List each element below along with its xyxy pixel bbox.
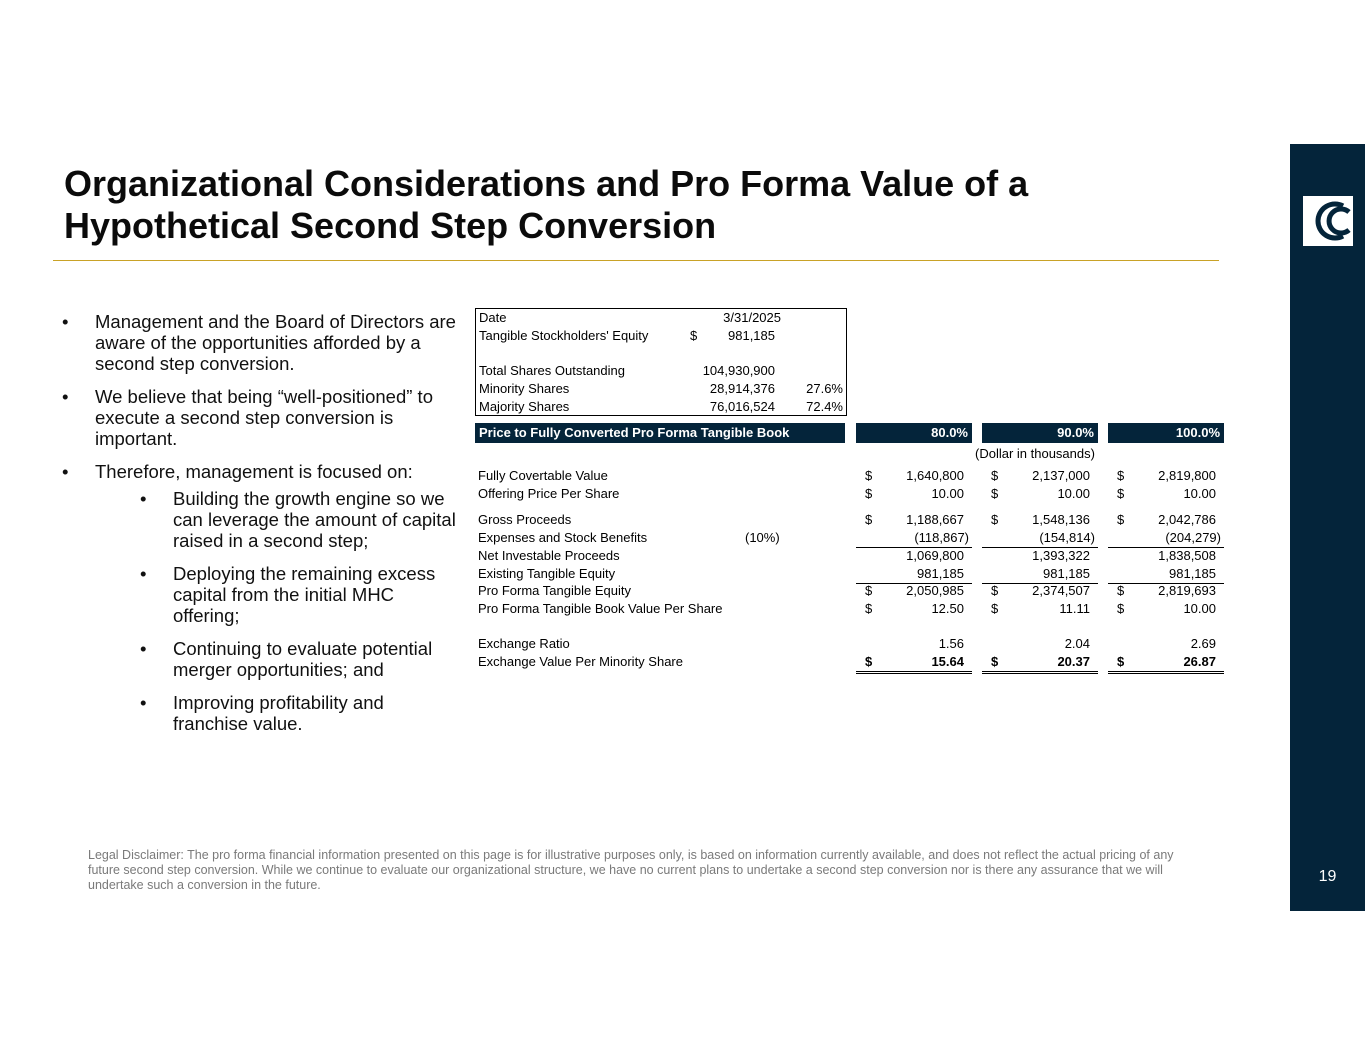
right-sidebar xyxy=(1290,144,1365,911)
summary-label: Majority Shares xyxy=(479,399,570,414)
cell-value: 1,838,508 xyxy=(1158,548,1216,563)
bullet-marker: • xyxy=(140,638,147,659)
bullet-marker: • xyxy=(140,692,147,713)
summary-value: 3/31/2025 xyxy=(723,310,781,325)
row-label: Pro Forma Tangible Book Value Per Share xyxy=(478,601,723,616)
row-label: Net Investable Proceeds xyxy=(478,548,620,563)
cell-value: 15.64 xyxy=(931,654,964,669)
dollar-sign: $ xyxy=(865,468,873,483)
sub-bullet-item xyxy=(140,638,462,680)
summary-label: Minority Shares xyxy=(479,381,570,396)
cell-value: 2,137,000 xyxy=(1032,468,1090,483)
bullet-text: Management and the Board of Directors are aware of the opportunities afforded by a second step conversion. xyxy=(95,311,456,374)
cell-value: 2,819,693 xyxy=(1158,583,1216,598)
table-cell xyxy=(856,467,972,485)
bullet-marker: • xyxy=(62,386,69,407)
bullet-item xyxy=(62,311,462,374)
summary-row-majority xyxy=(476,398,846,416)
cell-value: 981,185 xyxy=(917,566,964,581)
company-logo-icon xyxy=(1303,196,1353,246)
table-cell xyxy=(982,635,1098,653)
cell-value: 1,188,667 xyxy=(906,512,964,527)
bullet-item xyxy=(62,386,462,449)
table-header-label xyxy=(475,423,845,443)
table-cell xyxy=(1108,653,1224,674)
dollar-sign: $ xyxy=(1117,583,1125,598)
cell-value: 981,185 xyxy=(1043,566,1090,581)
summary-percent: 27.6% xyxy=(806,381,843,396)
table-cell xyxy=(1108,582,1224,600)
page-number: 19 xyxy=(1318,868,1337,885)
summary-value: 76,016,524 xyxy=(709,399,775,414)
table-cell xyxy=(1108,485,1224,503)
dollar-sign: $ xyxy=(991,468,999,483)
sub-bullet-item xyxy=(140,488,462,551)
table-cell xyxy=(982,511,1098,529)
cell-value: 10.00 xyxy=(1183,486,1216,501)
table-cell xyxy=(856,582,972,600)
cell-value: (118,867) xyxy=(914,530,969,545)
table-cell xyxy=(1108,511,1224,529)
row-label: Exchange Value Per Minority Share xyxy=(478,654,683,669)
dollar-sign: $ xyxy=(991,486,999,501)
bullet-item xyxy=(62,461,462,482)
summary-row-tse xyxy=(476,327,846,345)
dollar-sign: $ xyxy=(865,654,873,669)
row-label: Expenses and Stock Benefits xyxy=(478,530,648,545)
table-cell xyxy=(982,547,1098,565)
summary-label: Total Shares Outstanding xyxy=(479,363,625,378)
cell-value: 2,042,786 xyxy=(1158,512,1216,527)
table-cell xyxy=(856,485,972,503)
sub-bullet-item xyxy=(140,692,462,734)
row-label: Exchange Ratio xyxy=(478,636,570,651)
summary-label: Tangible Stockholders' Equity xyxy=(479,328,649,343)
cell-value: (154,814) xyxy=(1039,530,1095,545)
share-summary-box xyxy=(475,308,847,416)
cell-value: 1,640,800 xyxy=(906,468,964,483)
cell-value: 1.56 xyxy=(938,636,964,651)
sub-bullet-text: Deploying the remaining excess capital from the initial MHC offering; xyxy=(173,563,436,626)
table-cell xyxy=(982,653,1098,674)
summary-percent: 72.4% xyxy=(806,399,843,414)
dollar-sign: $ xyxy=(1117,654,1125,669)
cell-value: 1,069,800 xyxy=(906,548,964,563)
dollar-sign: $ xyxy=(1117,512,1125,527)
cell-value: 10.00 xyxy=(1057,486,1090,501)
bullet-list xyxy=(62,311,462,746)
cell-value: 1,393,322 xyxy=(1032,548,1090,563)
row-extra: (10%) xyxy=(745,530,780,545)
table-cell xyxy=(856,529,972,548)
bullet-text: Therefore, management is focused on: xyxy=(95,461,413,482)
cell-value: 2,050,985 xyxy=(906,583,964,598)
title-divider xyxy=(53,260,1219,261)
summary-row-minority xyxy=(476,380,846,398)
dollar-sign: $ xyxy=(865,601,873,616)
dollar-sign: $ xyxy=(865,486,873,501)
dollar-sign: $ xyxy=(991,583,999,598)
cell-value: 26.87 xyxy=(1183,654,1216,669)
table-cell xyxy=(856,547,972,565)
header-label-text: Price to Fully Converted Pro Forma Tangible Book xyxy=(479,425,790,440)
dollar-sign: $ xyxy=(1117,468,1125,483)
cell-value: 11.11 xyxy=(1059,601,1090,616)
cell-value: 2,819,800 xyxy=(1158,468,1216,483)
summary-value: 104,930,900 xyxy=(702,363,775,378)
summary-row-date xyxy=(476,309,846,327)
dollar-sign: $ xyxy=(1117,601,1125,616)
legal-disclaimer: Legal Disclaimer: The pro forma financial information presented on this page is for illustrative purposes only, is based on information currently available, and does not reflect the actual pricing of any future second step conversion. While we continue to evaluate our organizational structure, we have no current plans to undertake a second step conversion nor is there any assurance that we will undertake such a conversion in the future. xyxy=(88,848,1174,892)
sub-bullet-item xyxy=(140,563,462,626)
table-cell xyxy=(856,653,972,674)
table-cell xyxy=(1108,467,1224,485)
table-header-col-90 xyxy=(982,423,1098,443)
table-cell xyxy=(982,600,1098,618)
cell-value: 2,374,507 xyxy=(1032,583,1090,598)
table-cell xyxy=(856,600,972,618)
column-header-text: 80.0% xyxy=(931,425,968,440)
page-title: Organizational Considerations and Pro Forma Value of a Hypothetical Second Step Conversion xyxy=(64,163,1029,246)
dollar-sign: $ xyxy=(991,512,999,527)
summary-value: 981,185 xyxy=(728,328,775,343)
cell-value: 12.50 xyxy=(931,601,964,616)
table-cell xyxy=(1108,547,1224,565)
units-note: (Dollar in thousands) xyxy=(975,446,1095,461)
bullet-marker: • xyxy=(62,311,69,332)
row-label: Fully Covertable Value xyxy=(478,468,608,483)
cell-value: 2.04 xyxy=(1064,636,1090,651)
table-cell xyxy=(856,635,972,653)
table-cell xyxy=(982,529,1098,548)
table-cell xyxy=(856,511,972,529)
table-cell xyxy=(982,582,1098,600)
dollar-sign: $ xyxy=(1117,486,1125,501)
table-cell xyxy=(982,485,1098,503)
row-label: Gross Proceeds xyxy=(478,512,572,527)
bullet-text: We believe that being “well-positioned” to execute a second step conversion is important. xyxy=(95,386,433,449)
dollar-sign: $ xyxy=(991,654,999,669)
sub-bullet-text: Improving profitability and franchise value. xyxy=(173,692,384,734)
cell-value: (204,279) xyxy=(1165,530,1221,545)
sub-bullet-text: Building the growth engine so we can leverage the amount of capital raised in a second step; xyxy=(173,488,456,551)
cell-value: 10.00 xyxy=(931,486,964,501)
summary-label: Date xyxy=(479,310,507,325)
summary-value: 28,914,376 xyxy=(709,381,775,396)
table-header-col-100 xyxy=(1108,423,1224,443)
row-label: Pro Forma Tangible Equity xyxy=(478,583,631,598)
summary-row-tso xyxy=(476,362,846,380)
table-cell xyxy=(1108,635,1224,653)
column-header-text: 90.0% xyxy=(1057,425,1094,440)
bullet-marker: • xyxy=(140,563,147,584)
row-label: Offering Price Per Share xyxy=(478,486,620,501)
bullet-marker: • xyxy=(140,488,147,509)
table-header-col-80 xyxy=(856,423,972,443)
table-cell xyxy=(1108,600,1224,618)
cell-value: 981,185 xyxy=(1169,566,1216,581)
bullet-marker: • xyxy=(62,461,69,482)
dollar-sign: $ xyxy=(865,583,873,598)
sub-bullet-text: Continuing to evaluate potential merger opportunities; and xyxy=(173,638,433,680)
dollar-sign: $ xyxy=(865,512,873,527)
cell-value: 2.69 xyxy=(1190,636,1216,651)
summary-dollar-sign: $ xyxy=(690,328,698,343)
cell-value: 20.37 xyxy=(1057,654,1090,669)
table-cell xyxy=(982,467,1098,485)
table-cell xyxy=(1108,529,1224,548)
row-label: Existing Tangible Equity xyxy=(478,566,616,581)
column-header-text: 100.0% xyxy=(1175,425,1220,440)
cell-value: 1,548,136 xyxy=(1032,512,1090,527)
cell-value: 10.00 xyxy=(1183,601,1216,616)
dollar-sign: $ xyxy=(991,601,999,616)
